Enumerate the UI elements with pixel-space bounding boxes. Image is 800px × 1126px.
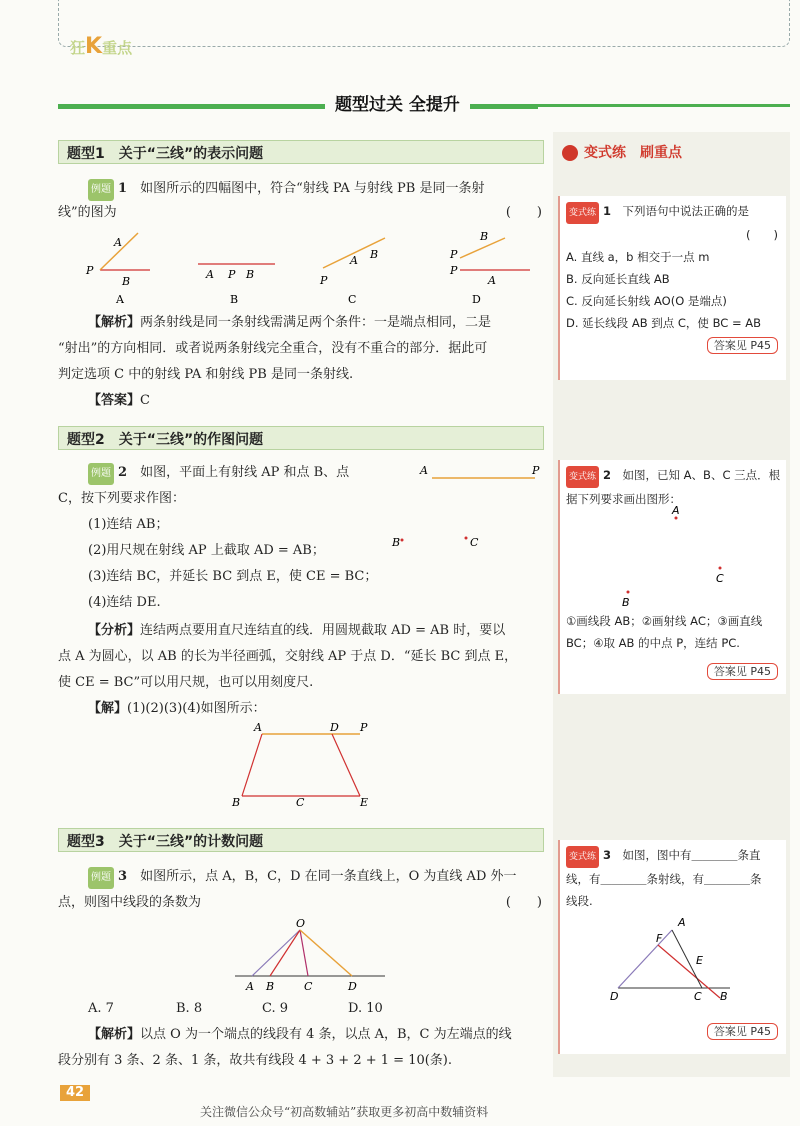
example-3-question: 例题 3 如图所示，点 A，B，C，D 在同一条直线上，O 为直线 AD 外一: [58, 866, 542, 889]
svg-text:B: B: [392, 536, 401, 549]
svg-text:D: D: [610, 990, 619, 1003]
answer-link-1[interactable]: 答案见 P45: [707, 337, 778, 354]
page-number: 42: [60, 1085, 90, 1101]
svg-text:A: A: [254, 721, 262, 734]
variant-1: 变式练 1 下列语句中说法正确的是 ( ) A. 直线 a，b 相交于一点 m B. 反向延长直线 AB C. 反向延长射线 AO(O 是端点) D. 延长线段 AB 到点 C，使 BC = AB 答案见 P45: [558, 196, 786, 380]
svg-text:P: P: [228, 268, 236, 281]
example-2-solution: 【解】(1)(2)(3)(4)如图所示：: [88, 701, 266, 716]
svg-text:C: C: [470, 536, 479, 549]
svg-text:P: P: [450, 248, 458, 261]
v1-option-a: A. 直线 a，b 相交于一点 m: [566, 250, 710, 264]
answer-link-3[interactable]: 答案见 P45: [707, 1023, 778, 1040]
step-2: (2)用尺规在射线 AP 上截取 AD = AB；: [88, 543, 325, 558]
svg-text:A: A: [678, 916, 686, 929]
svg-text:B: B: [122, 275, 131, 288]
variant-2: 变式练 2 如图，已知 A、B、C 三点．根 据下列要求画出图形： A C B ①画线段 AB；②画射线 AC；③画直线 BC；④取 AB 的中点 P，连结 PC. 答案见 P45: [558, 460, 786, 694]
svg-text:B: B: [246, 268, 255, 281]
title-rule-right: [520, 104, 790, 107]
step-4: (4)连结 DE.: [88, 595, 161, 610]
figure-c: [319, 238, 385, 306]
example-2-figure: [392, 460, 550, 560]
svg-text:C: C: [296, 796, 305, 809]
svg-text:P: P: [86, 264, 94, 277]
svg-text:A: A: [350, 254, 358, 267]
header-frame: [58, 0, 790, 47]
example-3-solution-2: 段分别有 3 条、2 条、1 条，故共有线段 4 + 3 + 2 + 1 = 10(条).: [58, 1053, 453, 1068]
svg-text:B: B: [622, 596, 630, 609]
svg-text:O: O: [296, 917, 306, 930]
svg-text:A: A: [672, 504, 680, 517]
section-2-header: 题型2 关于“三线”的作图问题: [58, 426, 544, 450]
figure-d: [449, 230, 530, 306]
svg-text:C: C: [694, 990, 702, 1003]
svg-text:B: B: [266, 980, 275, 993]
example-1-solution-2: “射出”的方向相同．或者说两条射线完全重合，没有不重合的部分．据此可: [58, 341, 488, 356]
v1-option-d: D. 延长线段 AB 到点 C，使 BC = AB: [566, 316, 761, 330]
step-3: (3)连结 BC，并延长 BC 到点 E，使 CE = BC；: [88, 569, 378, 584]
example-2-analysis-3: 使 CE = BC”可以用尺规，也可以用刻度尺.: [58, 675, 314, 690]
svg-text:E: E: [696, 954, 703, 967]
svg-text:B: B: [370, 248, 379, 261]
svg-text:C: C: [716, 572, 724, 585]
example-3-question-cont: 点，则图中线段的条数为 ( ): [58, 895, 542, 910]
svg-text:P: P: [532, 464, 540, 477]
answer-link-2[interactable]: 答案见 P45: [707, 663, 778, 680]
svg-text:D: D: [472, 293, 481, 306]
example-2-analysis: 【分析】连结两点要用直尺连结直的线．用圆规截取 AD = AB 时，要以: [88, 623, 506, 638]
logo: 狂K重点: [70, 34, 133, 59]
svg-text:B: B: [232, 796, 241, 809]
example-1-answer: 【答案】C: [88, 393, 150, 408]
variant-3: 变式练 3 如图，图中有＿＿＿＿条直 线，有＿＿＿＿条射线，有＿＿＿＿条 线段. A F E D C B 答案见 P45: [558, 840, 786, 1054]
svg-text:F: F: [656, 932, 663, 945]
example-3-solution: 【解析】以点 O 为一个端点的线段有 4 条，以点 A，B，C 为左端点的线: [88, 1027, 512, 1042]
page-title: 题型过关 全提升: [325, 90, 470, 115]
svg-text:C: C: [304, 980, 313, 993]
example-tag: 例题: [88, 179, 114, 201]
svg-text:B: B: [230, 293, 239, 306]
svg-text:D: D: [330, 721, 339, 734]
v1-option-b: B. 反向延长直线 AB: [566, 272, 670, 286]
sidebar-title: 变式练 刷重点: [584, 145, 682, 161]
variant-3-figure: [610, 916, 750, 1005]
example-2-analysis-2: 点 A 为圆心，以 AB 的长为半径画弧，交射线 AP 于点 D．“延长 BC 到点 E，: [58, 649, 518, 664]
svg-text:A: A: [116, 293, 124, 306]
svg-text:A: A: [114, 236, 122, 249]
svg-text:P: P: [360, 721, 368, 734]
step-1: (1)连结 AB；: [88, 517, 169, 532]
v1-option-c: C. 反向延长射线 AO(O 是端点): [566, 294, 727, 308]
section-1-header: 题型1 关于“三线”的表示问题: [58, 140, 544, 164]
svg-text:C: C: [348, 293, 357, 306]
example-3-figure: [230, 917, 390, 995]
example-1-question: 例题 1 如图所示的四幅图中，符合“射线 PA 与射线 PB 是同一条射: [58, 178, 542, 201]
svg-text:E: E: [360, 796, 369, 809]
svg-text:D: D: [348, 980, 357, 993]
sidebar-badge-icon: [562, 145, 578, 161]
svg-text:B: B: [480, 230, 489, 243]
example-2-question-cont: C，按下列要求作图：: [58, 491, 185, 506]
svg-text:A: A: [246, 980, 254, 993]
svg-text:P: P: [450, 264, 458, 277]
svg-text:P: P: [320, 274, 328, 287]
figure-a: [85, 233, 150, 306]
variant-2-figure: [600, 504, 724, 610]
svg-text:A: A: [420, 464, 428, 477]
example-1-solution-3: 判定选项 C 中的射线 PA 和射线 PB 是同一条射线.: [58, 367, 354, 382]
example-2-question: 例题 2 如图，平面上有射线 AP 和点 B、点: [58, 462, 388, 485]
section-3-header: 题型3 关于“三线”的计数问题: [58, 828, 544, 852]
example-1-solution: 【解析】两条射线是同一条射线需满足两个条件：一是端点相同，二是: [88, 315, 492, 330]
example-2-solution-figure: [230, 720, 390, 815]
figure-b: [198, 264, 275, 306]
svg-text:A: A: [206, 268, 214, 281]
example-1-figures: [80, 228, 540, 308]
svg-text:B: B: [720, 990, 728, 1003]
svg-text:A: A: [488, 274, 496, 287]
example-1-question-cont: 线”的图为 ( ): [58, 205, 542, 220]
footer-note: 关注微信公众号“初高数辅站”获取更多初高中数辅资料: [200, 1105, 489, 1119]
